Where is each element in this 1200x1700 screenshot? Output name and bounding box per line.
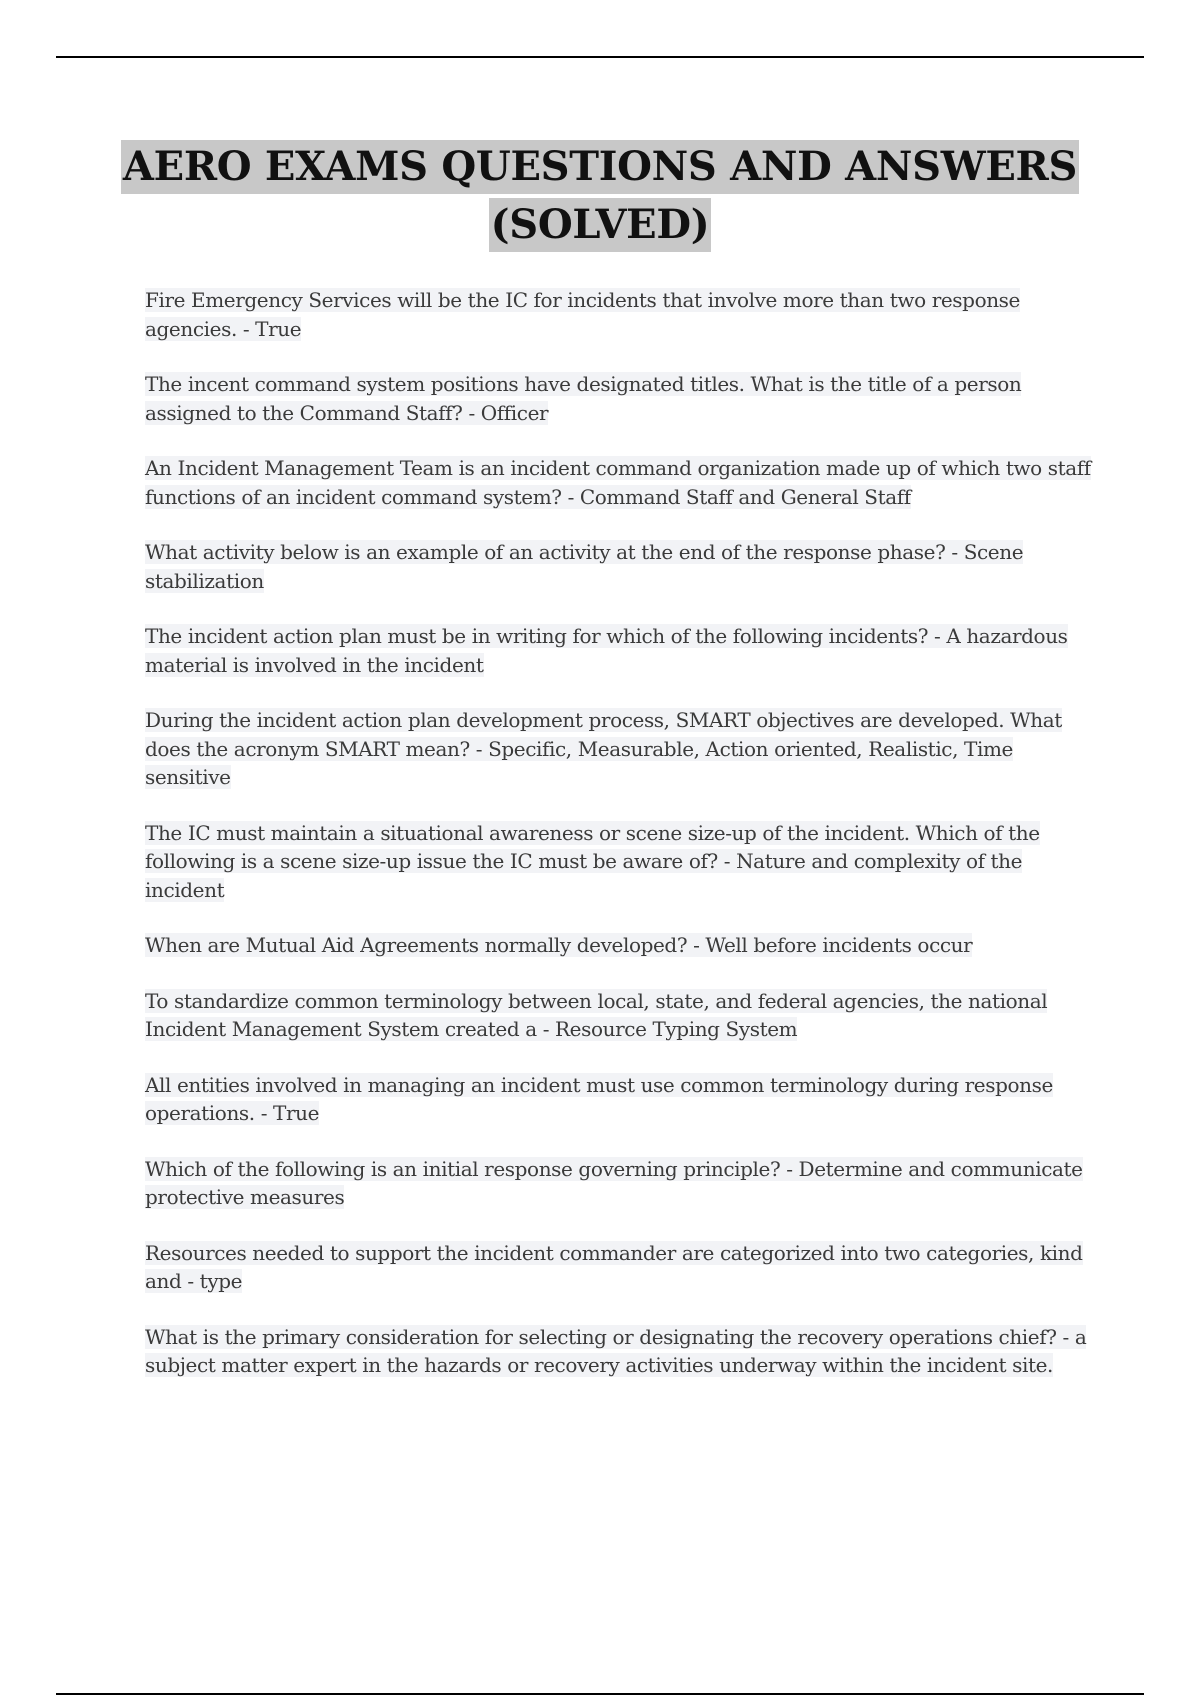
- qa-item: The IC must maintain a situational awareness or scene size-up of the incident. Which of the following is a scene size-up issue the IC must be aware of? - Nature and complexity of the incident: [145, 820, 1040, 902]
- qa-item: The incent command system positions have designated titles. What is the title of a person assigned to the Command Staff? - Officer: [145, 372, 1022, 425]
- qa-item: What is the primary consideration for selecting or designating the recovery operations chief? - a subject matter expert in the hazards or recovery activities underway within the incident site.: [145, 1324, 1087, 1377]
- qa-item: Which of the following is an initial response governing principle? - Determine and communicate protective measures: [145, 1156, 1083, 1209]
- bottom-divider: [56, 1693, 1144, 1695]
- qa-item: All entities involved in managing an incident must use common terminology during response operations. - True: [145, 1072, 1053, 1125]
- qa-item: What activity below is an example of an activity at the end of the response phase? - Scene stabilization: [145, 540, 1024, 593]
- title-line-2: (SOLVED): [489, 198, 712, 252]
- qa-item: During the incident action plan development process, SMART objectives are developed. What does the acronym SMART mean? - Specific, Measurable, Action oriented, Realistic, Time sensitive: [145, 708, 1062, 789]
- qa-item: An Incident Management Team is an incident command organization made up of which two staff functions of an incident command system? - Command Staff and General Staff: [145, 456, 1091, 509]
- qa-item: Resources needed to support the incident commander are categorized into two categories, kind and - type: [145, 1240, 1083, 1293]
- title-line-1: AERO EXAMS QUESTIONS AND ANSWERS: [121, 140, 1079, 194]
- qa-item: When are Mutual Aid Agreements normally developed? - Well before incidents occur: [145, 933, 973, 957]
- qa-item: The incident action plan must be in writing for which of the following incidents? - A hazardous material is involved in the incident: [145, 624, 1068, 677]
- top-divider: [56, 56, 1144, 58]
- qa-list: [145, 286, 1095, 1407]
- qa-item: To standardize common terminology between local, state, and federal agencies, the national Incident Management System created a - Resource Typing System: [145, 988, 1048, 1041]
- qa-item: Fire Emergency Services will be the IC for incidents that involve more than two response agencies. - True: [145, 288, 1020, 341]
- document-title: [100, 138, 1100, 254]
